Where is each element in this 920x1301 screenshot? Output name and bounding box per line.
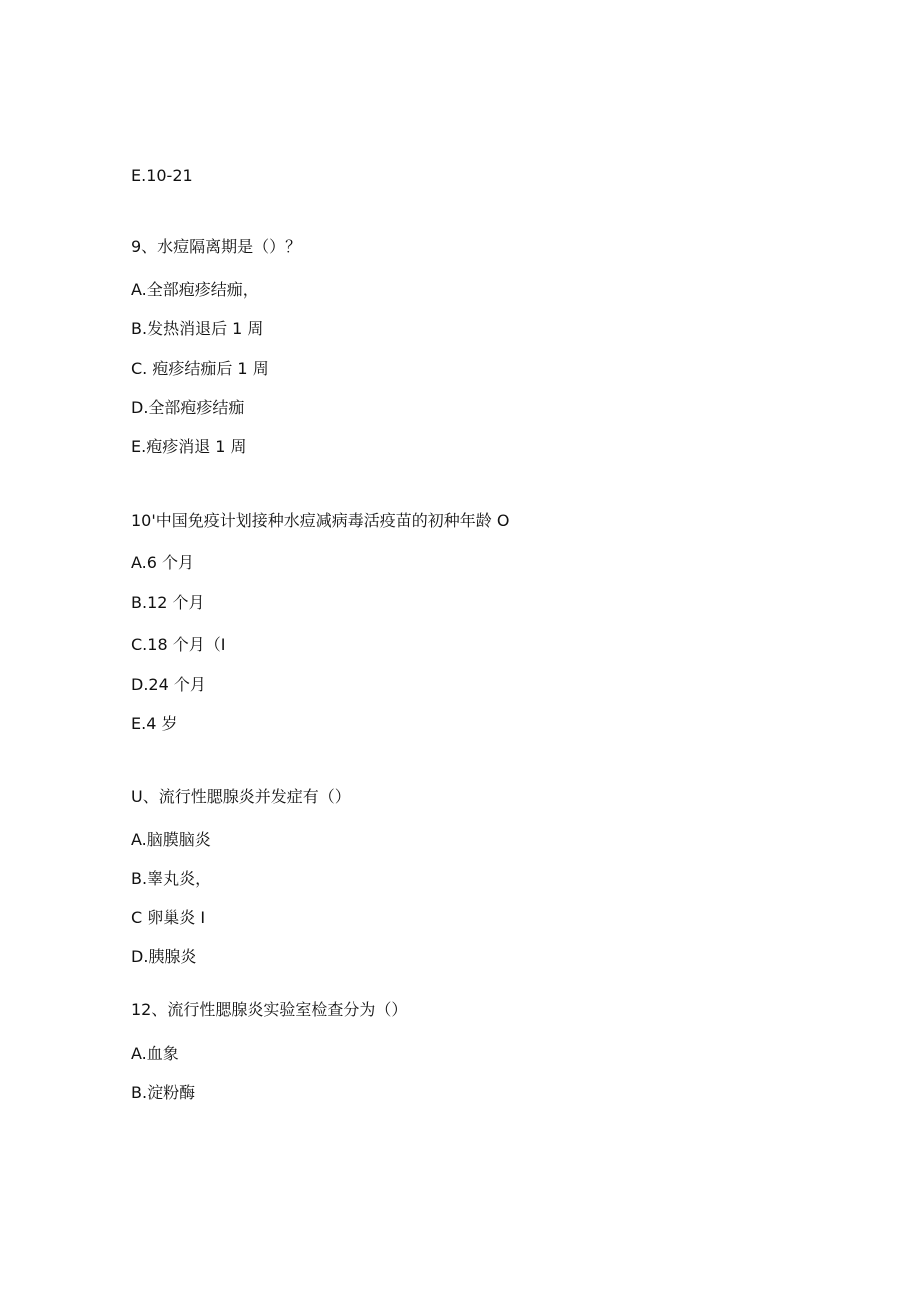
q12-question: 12、流行性腮腺炎实验室检查分为（） — [131, 1000, 408, 1019]
q9-option-e: E.疱疹消退 1 周 — [131, 437, 247, 456]
q11-option-d: D.胰腺炎 — [131, 947, 197, 966]
q8-option-e: E.10-21 — [131, 166, 193, 185]
q10-option-b: B.12 个月 — [131, 593, 205, 612]
q11-option-b: B.睾丸炎， — [131, 869, 212, 888]
q10-option-a: A.6 个月 — [131, 553, 195, 572]
q9-question: 9、水痘隔离期是（）？ — [131, 237, 302, 256]
q9-option-a: A.全部疱疹结痂， — [131, 280, 259, 299]
q10-option-d: D.24 个月 — [131, 675, 206, 694]
q11-option-a: A.脑膜脑炎 — [131, 830, 211, 849]
q9-option-b: B.发热消退后 1 周 — [131, 319, 264, 338]
q9-option-d: D.全部疱疹结痂 — [131, 398, 245, 417]
q10-option-e: E.4 岁 — [131, 714, 178, 733]
q10-option-c: C.18 个月（I — [131, 635, 226, 654]
q11-option-c: C 卵巢炎 I — [131, 908, 206, 927]
q12-option-b: B.淀粉酶 — [131, 1083, 196, 1102]
q10-question: 10'中国免疫计划接种水痘减病毒活疫苗的初种年龄 O — [131, 511, 510, 530]
q9-option-c: C. 疱疹结痂后 1 周 — [131, 359, 269, 378]
q11-question: U、流行性腮腺炎并发症有（） — [131, 787, 351, 806]
q12-option-a: A.血象 — [131, 1044, 179, 1063]
